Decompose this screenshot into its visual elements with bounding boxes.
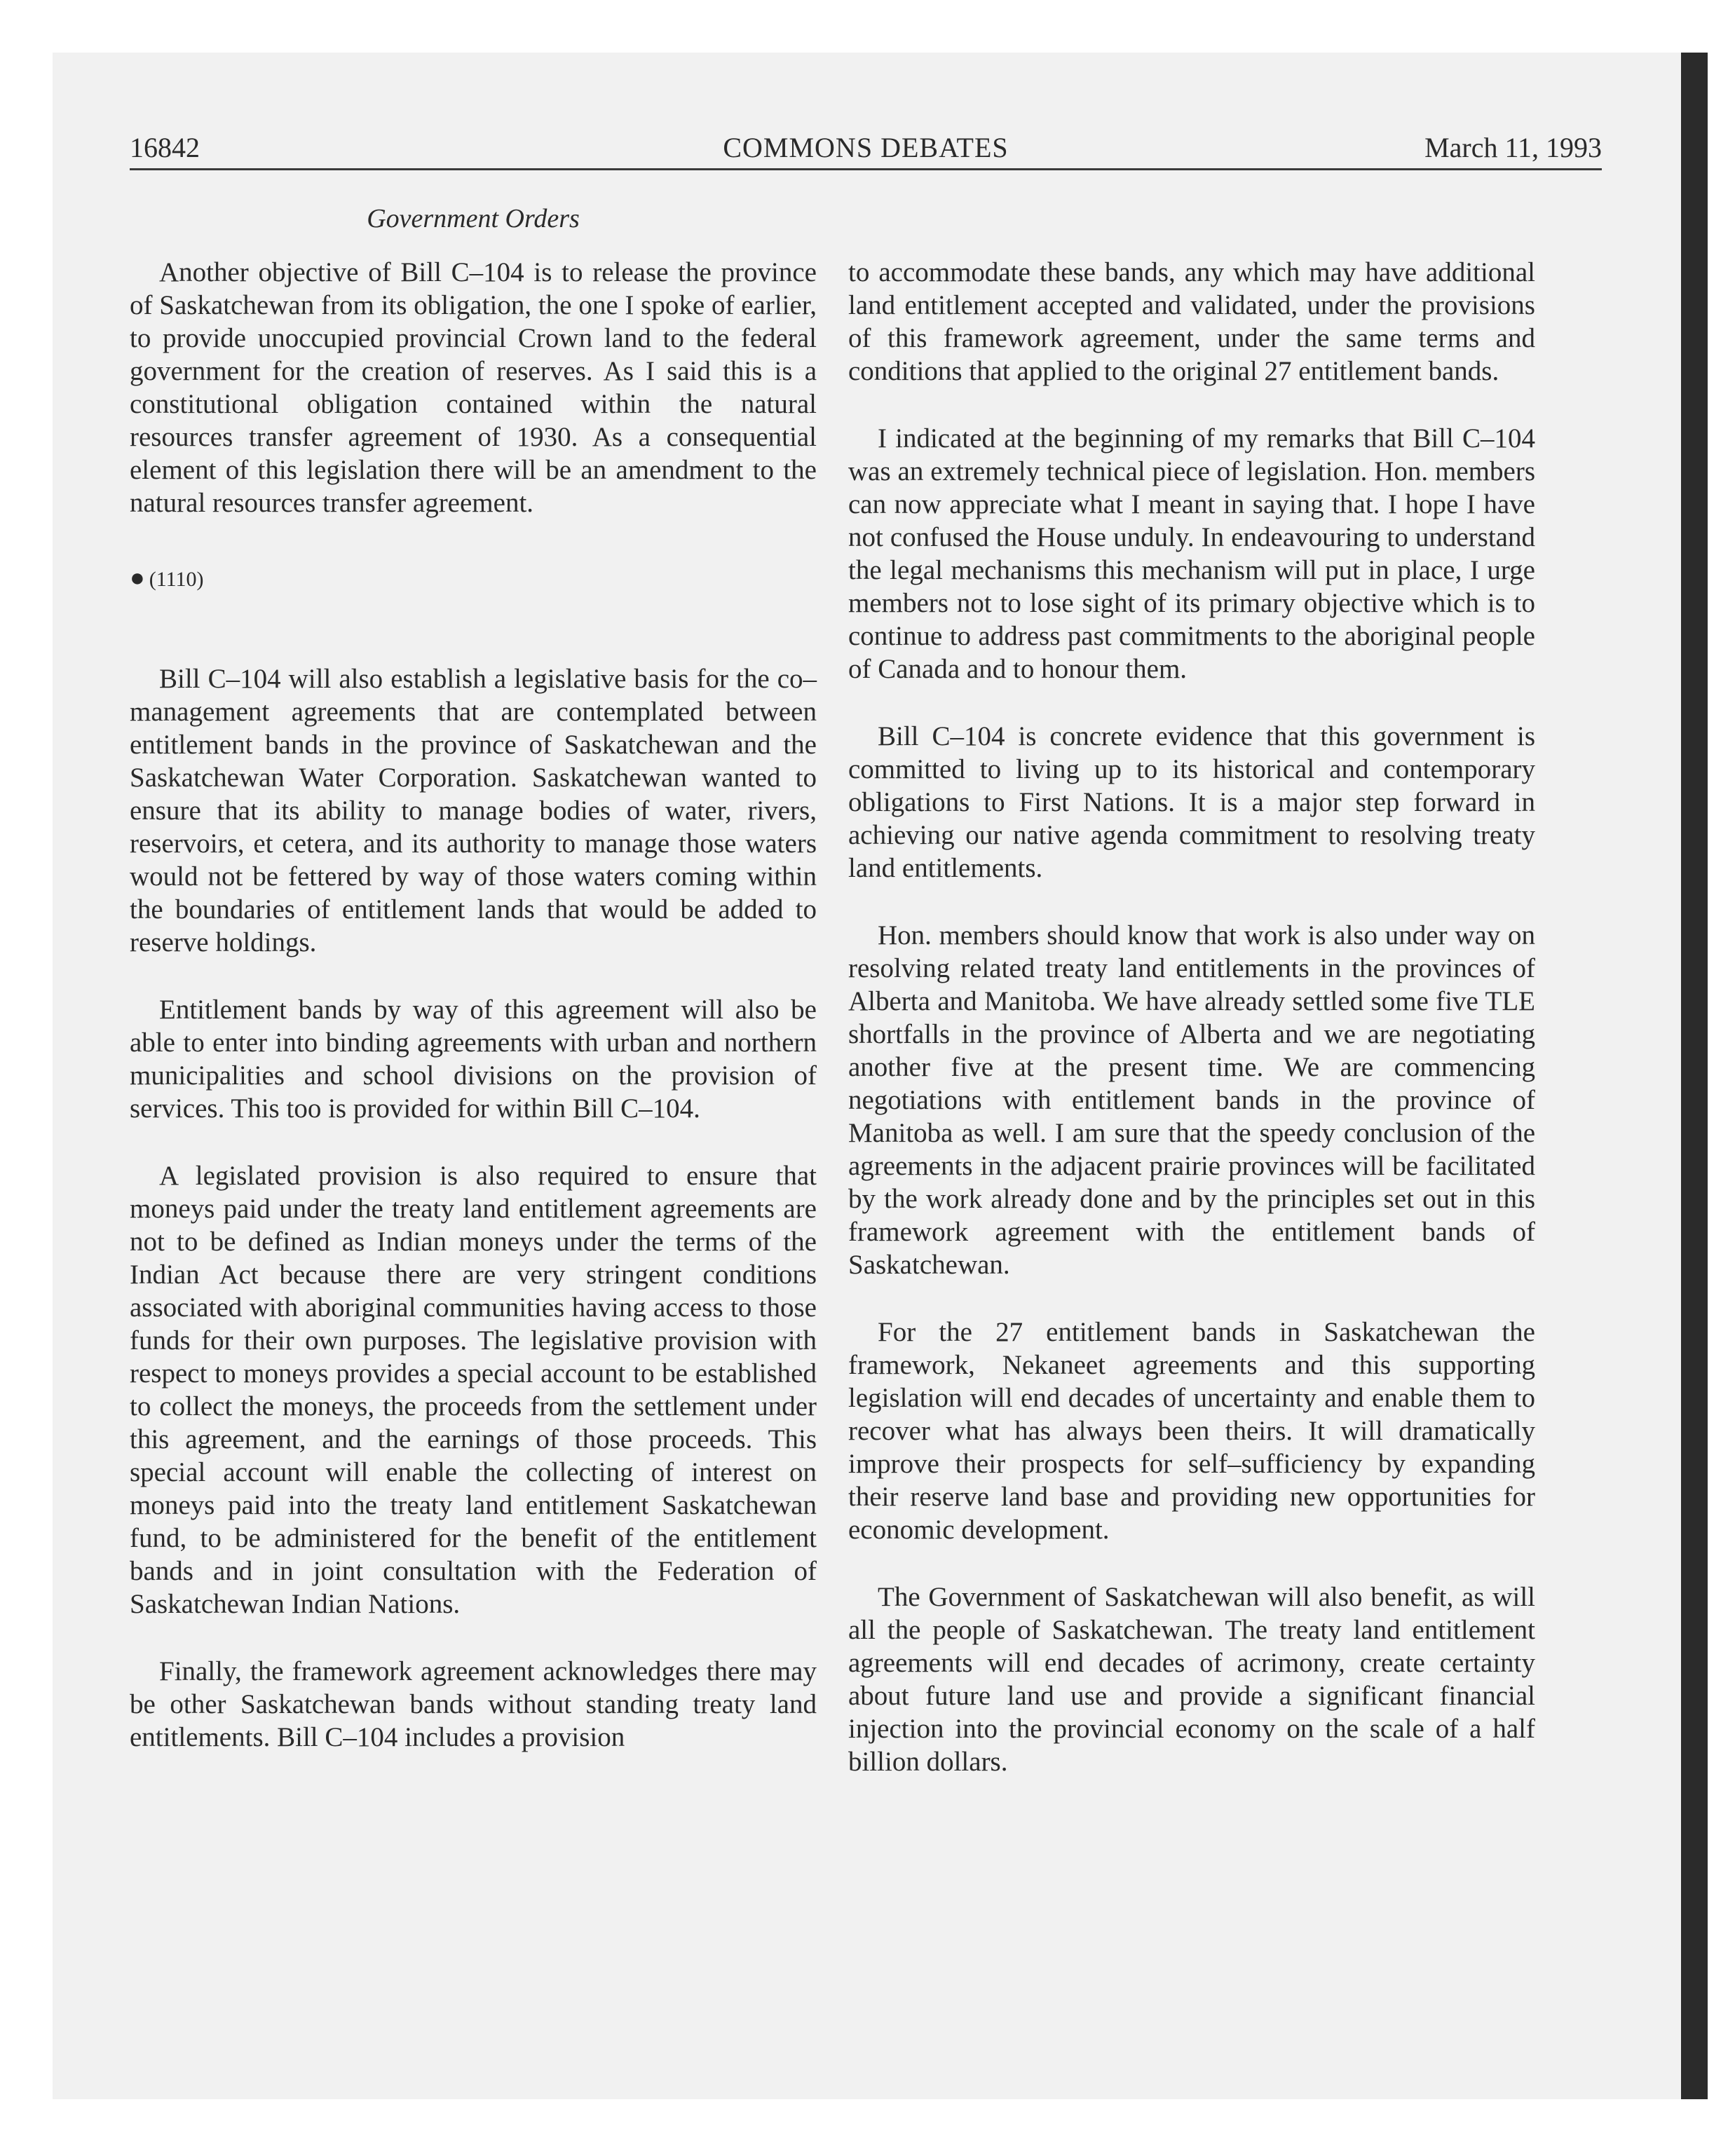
timestamp-text: (1110) xyxy=(149,568,204,591)
section-title: Government Orders xyxy=(367,204,580,233)
publication-title: COMMONS DEBATES xyxy=(723,132,1009,163)
scanned-page xyxy=(53,53,1682,2099)
paragraph: I indicated at the beginning of my remarks that Bill C–104 was an extremely technical piece of legislation. Hon. members can now appreciate what I meant in saying that. I hope I have not confused the House unduly. In endeavouring to understand the legal mechanisms this mechanism will put in place, I urge members not to lose sight of its primary objective which is to continue to address past commitments to the aboriginal people of Canada and to honour them. xyxy=(848,423,1535,684)
right-column xyxy=(848,256,1535,1813)
page-number: 16842 xyxy=(130,132,200,163)
page-date: March 11, 1993 xyxy=(1424,132,1602,163)
page-header xyxy=(130,131,1602,172)
paragraph: For the 27 entitlement bands in Saskatchewan the framework, Nekaneet agreements and this supporting legislation will end decades of uncertainty and enable them to recover what has always been theirs. It will dramatically improve their prospects for self–sufficiency by expanding their reserve land base and providing new opportunities for economic development. xyxy=(848,1317,1535,1545)
bullet-icon: ● xyxy=(130,564,145,592)
paragraph-continued: to accommodate these bands, any which may have additional land entitlement accepted and validated, under the provisions of this framework agreement, under the same terms and conditions that applied to the original 27 entitlement bands. xyxy=(848,257,1535,386)
header-rule xyxy=(130,168,1602,170)
paragraph: The Government of Saskatchewan will also benefit, as will all the people of Saskatchewan. The treaty land entitlement agreements will end decades of acrimony, create certainty about future land use and provide a significant financial injection into the provincial economy on the scale of a half billion dollars. xyxy=(848,1582,1535,1777)
paragraph: A legislated provision is also required to ensure that moneys paid under the treaty land entitlement agreements are not to be defined as Indian moneys under the terms of the Indian Act because there are very stringent conditions associated with aboriginal communities having access to those funds for their own purposes. The legislative provision with respect to moneys provides a special account to be established to collect the moneys, the proceeds from the settlement under this agreement, and the earnings of those proceeds. This special account will enable the collecting of interest on moneys paid into the treaty land entitlement Saskatchewan fund, to be administered for the benefit of the entitlement bands and in joint consultation with the Federation of Saskatchewan Indian Nations. xyxy=(130,1161,817,1619)
timestamp-marker xyxy=(130,561,817,596)
scan-edge-bar xyxy=(1681,53,1708,2099)
paragraph: Bill C–104 is concrete evidence that this government is committed to living up to its historical and contemporary obligations to First Nations. It is a major step forward in achieving our native agenda commitment to resolving treaty land entitlements. xyxy=(848,721,1535,883)
paragraph: Hon. members should know that work is also under way on resolving related treaty land entitlements in the provinces of Alberta and Manitoba. We have already settled some five TLE shortfalls in the province of Alberta and we are negotiating another five at the present time. We are commencing negotiations with entitlement bands in the province of Manitoba as well. I am sure that the speedy conclusion of the agreements in the adjacent prairie provinces will be facilitated by the work already done and by the principles set out in this framework agreement with the entitlement bands of Saskatchewan. xyxy=(848,920,1535,1280)
paragraph: Entitlement bands by way of this agreement will also be able to enter into binding agreements with urban and northern municipalities and school divisions on the provision of services. This too is provided for within Bill C–104. xyxy=(130,995,817,1124)
paragraph: Finally, the framework agreement acknowledges there may be other Saskatchewan bands without standing treaty land entitlements. Bill C–104 includes a provision xyxy=(130,1656,817,1752)
left-column xyxy=(130,256,817,1788)
paragraph: Bill C–104 will also establish a legislative basis for the co–management agreements that are contemplated between entitlement bands in the province of Saskatchewan and the Saskatchewan Water Corporation. Saskatchewan wanted to ensure that its ability to manage bodies of water, rivers, reservoirs, et cetera, and its authority to manage those waters would not be fettered by way of those waters coming within the boundaries of entitlement lands that would be added to reserve holdings. xyxy=(130,664,817,957)
paragraph: Another objective of Bill C–104 is to release the province of Saskatchewan from its obligation, the one I spoke of earlier, to provide unoccupied provincial Crown land to the federal government for the creation of reserves. As I said this is a constitutional obligation contained within the natural resources transfer agreement of 1930. As a consequential element of this legislation there will be an amendment to the natural resources transfer agreement. xyxy=(130,257,817,518)
